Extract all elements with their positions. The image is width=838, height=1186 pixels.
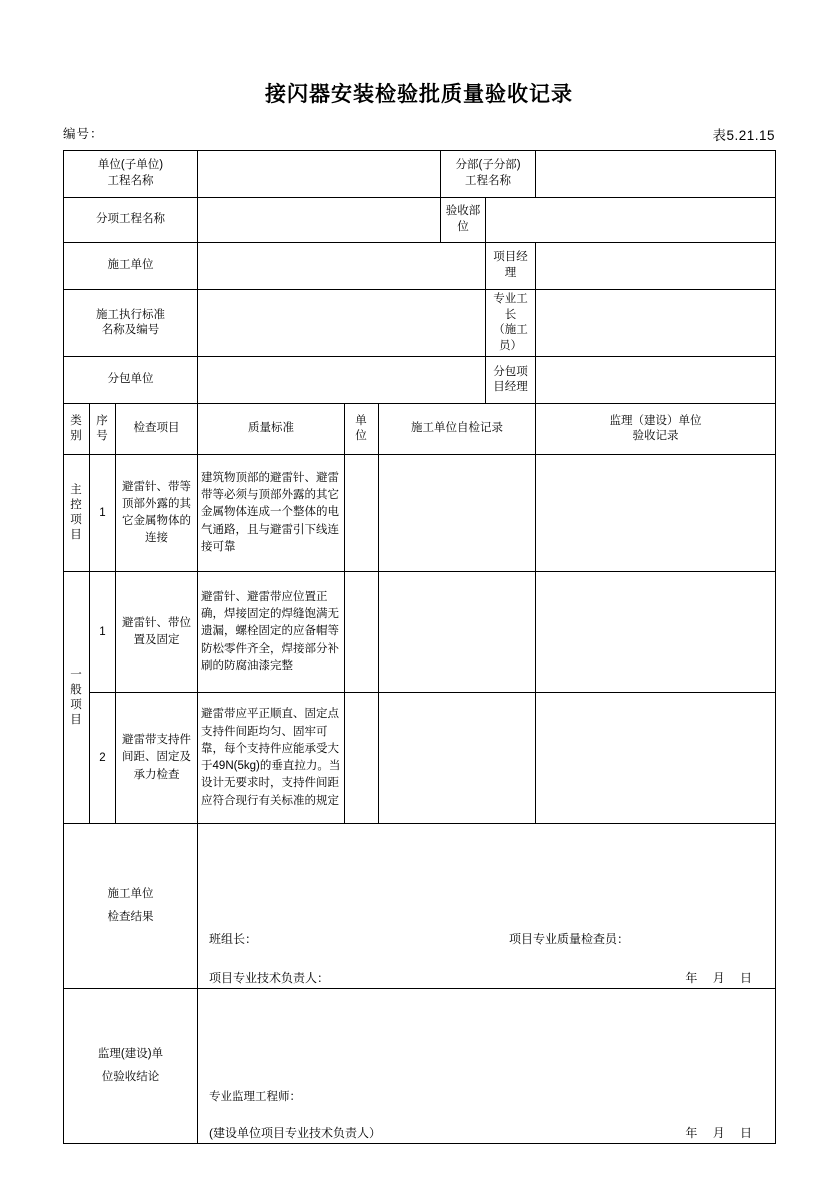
row-self-record[interactable]	[379, 455, 536, 572]
sub-item-value[interactable]	[198, 198, 441, 243]
row-self-record[interactable]	[379, 572, 536, 693]
info-row-sub-item	[64, 198, 776, 243]
construction-unit-value[interactable]	[198, 243, 486, 290]
foreman-label: 专业工长 （施工员）	[486, 290, 536, 357]
row-unit[interactable]	[345, 455, 379, 572]
category-main-control: 主 控 项 目	[64, 455, 90, 572]
row-quality-standard: 避雷针、避雷带应位置正确，焊接固定的焊缝饱满无遗漏，螺栓固定的应备帽等防松零件齐全，焊接部分补刷的防腐油漆完整	[198, 572, 345, 693]
row-check-item: 避雷针、带位置及固定	[116, 572, 198, 693]
subcontractor-value[interactable]	[198, 357, 486, 404]
standard-label: 施工执行标准 名称及编号	[64, 290, 198, 357]
header-quality-standard: 质量标准	[198, 404, 345, 455]
construction-date-label: 年 月 日	[685, 971, 759, 986]
form-code: 表5.21.15	[712, 128, 775, 143]
category-general: 一 般 项 目	[64, 572, 90, 824]
standard-value[interactable]	[198, 290, 486, 357]
supervision-signatures[interactable]	[198, 989, 776, 1144]
construction-result-row	[64, 824, 776, 989]
row-supervision-record[interactable]	[536, 693, 776, 824]
header-unit: 单 位	[345, 404, 379, 455]
sub-item-label: 分项工程名称	[64, 198, 198, 243]
header-supervision-record: 监理（建设）单位 验收记录	[536, 404, 776, 455]
row-unit[interactable]	[345, 693, 379, 824]
info-row-unit-project	[64, 151, 776, 198]
info-row-construction-unit	[64, 243, 776, 290]
header-self-record: 施工单位自检记录	[379, 404, 536, 455]
subcontractor-label: 分包单位	[64, 357, 198, 404]
division-label: 分部(子分部) 工程名称	[441, 151, 536, 198]
row-supervision-record[interactable]	[536, 455, 776, 572]
header-category: 类 别	[64, 404, 90, 455]
header-no: 序 号	[90, 404, 116, 455]
row-no: 1	[90, 455, 116, 572]
acceptance-part-value[interactable]	[486, 198, 776, 243]
row-unit[interactable]	[345, 572, 379, 693]
project-manager-label: 项目经理	[486, 243, 536, 290]
row-quality-standard: 建筑物顶部的避雷针、避雷带等必须与顶部外露的其它金属物体连成一个整体的电气通路，且与避雷引下线连接可靠	[198, 455, 345, 572]
info-row-subcontractor	[64, 357, 776, 404]
row-supervision-record[interactable]	[536, 572, 776, 693]
unit-project-label: 单位(子单位) 工程名称	[64, 151, 198, 198]
table-row	[64, 455, 776, 572]
construction-result-label: 施工单位 检查结果	[64, 824, 198, 989]
row-no: 2	[90, 693, 116, 824]
team-leader-label: 班组长：	[209, 932, 258, 947]
row-self-record[interactable]	[379, 693, 536, 824]
table-row	[64, 572, 776, 693]
sub-project-manager-value[interactable]	[536, 357, 776, 404]
page-title: 接闪器安装检验批质量验收记录	[265, 83, 573, 106]
division-value[interactable]	[536, 151, 776, 198]
row-quality-standard: 避雷带应平正顺直、固定点支持件间距均匀、固牢可靠，每个支持件应能承受大于49N(5kg)的垂直拉力。当设计无要求时，支持件间距应符合现行有关标准的规定	[198, 693, 345, 824]
tech-leader-label: 项目专业技术负责人：	[209, 971, 330, 986]
serial-label: 编号：	[63, 127, 104, 141]
project-manager-value[interactable]	[536, 243, 776, 290]
supervision-date-label: 年 月 日	[685, 1126, 759, 1141]
meta-row	[63, 124, 775, 150]
unit-project-value[interactable]	[198, 151, 441, 198]
supervision-sub-label: (建设单位项目专业技术负责人）	[209, 1126, 382, 1141]
foreman-value[interactable]	[536, 290, 776, 357]
construction-unit-label: 施工单位	[64, 243, 198, 290]
supervision-engineer-label: 专业监理工程师：	[209, 1091, 302, 1104]
supervision-conclusion-label: 监理(建设)单 位验收结论	[64, 989, 198, 1144]
header-check-item: 检查项目	[116, 404, 198, 455]
row-check-item: 避雷针、带等顶部外露的其它金属物体的连接	[116, 455, 198, 572]
sub-project-manager-label: 分包项目经理	[486, 357, 536, 404]
supervision-conclusion-row	[64, 989, 776, 1144]
info-table	[63, 150, 776, 1144]
info-row-standard	[64, 290, 776, 357]
quality-inspector-label: 项目专业质量检查员：	[509, 932, 630, 947]
row-check-item: 避雷带支持件间距、固定及承力检查	[116, 693, 198, 824]
inspection-header-row	[64, 404, 776, 455]
row-no: 1	[90, 572, 116, 693]
table-row	[64, 693, 776, 824]
acceptance-part-label: 验收部位	[441, 198, 486, 243]
construction-result-signatures[interactable]	[198, 824, 776, 989]
